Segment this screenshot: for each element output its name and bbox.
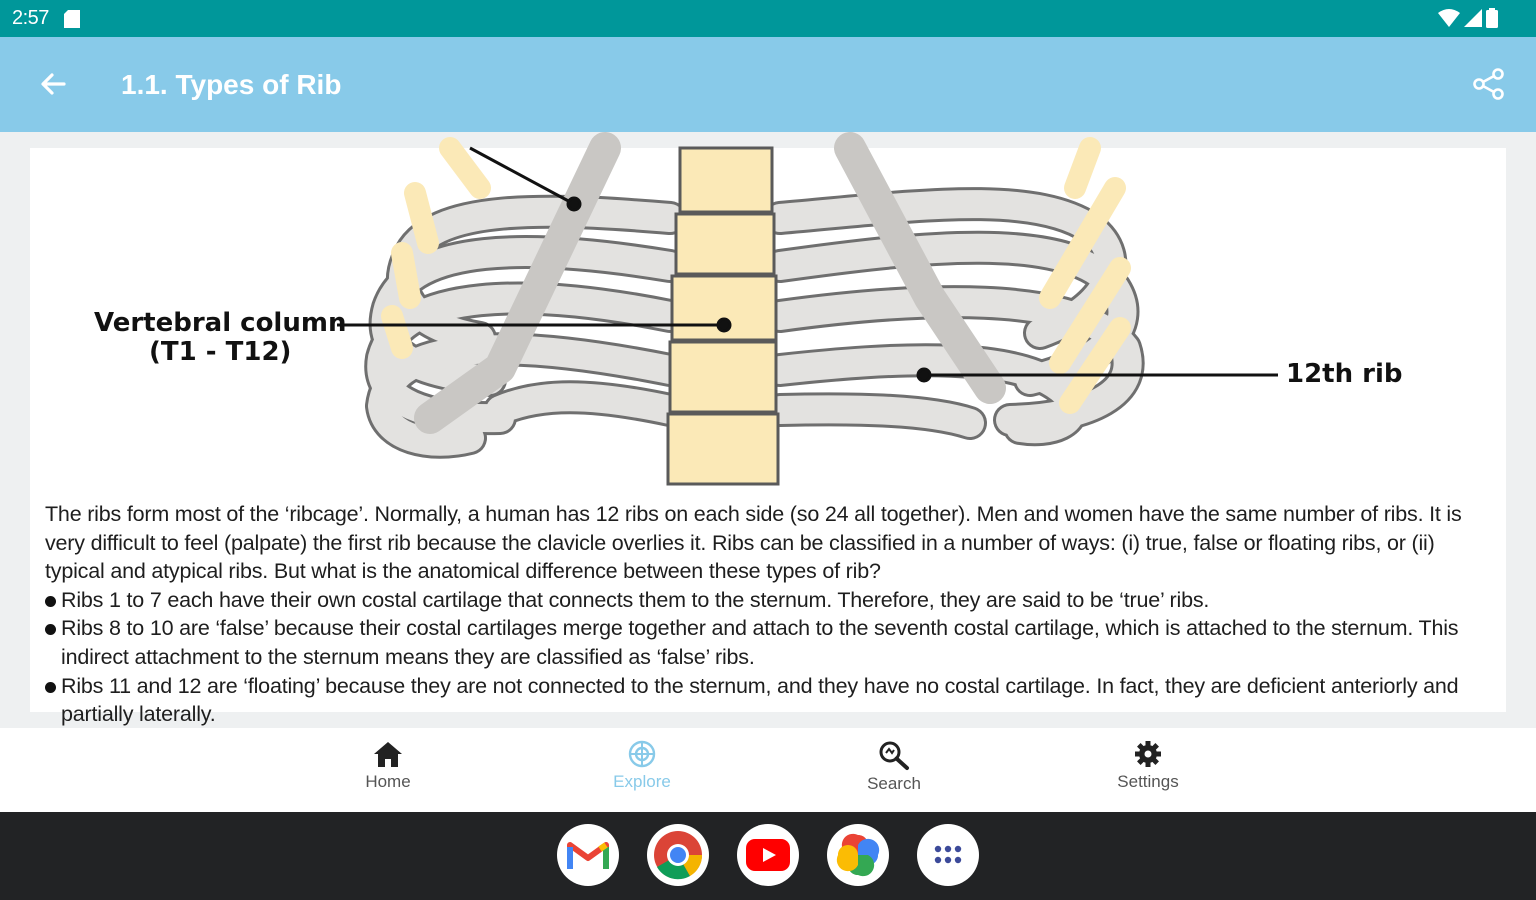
bottom-navigation [0, 728, 1536, 812]
nav-settings[interactable] [1088, 740, 1208, 792]
page-title: 1.1. Types of Rib [121, 69, 342, 100]
twelfth-rib-label: 12th rib [1286, 359, 1403, 389]
launcher-dock [0, 812, 1536, 900]
status-icons [1438, 8, 1498, 28]
bullet-floating-ribs: Ribs 11 and 12 are ‘floating’ because they are not connected to the sternum, and they have no costal cartilage. In fact, they are deficient anteriorly and partially laterally. [45, 672, 1495, 729]
vertebral-column-label-line2: (T1 - T12) [149, 337, 292, 367]
home-icon [373, 740, 403, 768]
chrome-icon [653, 830, 703, 880]
gmail-icon [568, 839, 608, 871]
sd-card-icon [64, 10, 80, 28]
wifi-icon [1438, 9, 1460, 27]
search-icon [878, 740, 910, 770]
article-intro: The ribs form most of the ‘ribcage’. Normally, a human has 12 ribs on each side (so 24 all together). Men and women have the same number of ribs. It is very difficult to feel (palpate) the first rib because the clavicle overlies it. Ribs can be classified in a number of ways: (i) true, false or floating ribs, or (ii) typical and atypical ribs. But what is the anatomical difference between these types of rib? [45, 502, 1462, 584]
vertebral-column-label-line1: Vertebral column [94, 308, 347, 338]
vertebral-column [668, 148, 778, 484]
explore-icon [628, 740, 656, 768]
nav-explore[interactable] [582, 740, 702, 792]
nav-explore-label: Explore [613, 772, 671, 791]
photos-app[interactable] [827, 824, 889, 886]
status-time: 2:57 [12, 7, 49, 29]
bullet-false-ribs: Ribs 8 to 10 are ‘false’ because their costal cartilages merge together and attach to the seventh costal cartilage, which is attached to the sternum. This indirect attachment to the sternum means they are classified as ‘false’ ribs. [45, 614, 1495, 671]
youtube-app[interactable] [737, 824, 799, 886]
back-arrow-icon[interactable] [38, 69, 68, 99]
gear-icon [1134, 740, 1162, 768]
content-area[interactable] [0, 132, 1536, 728]
app-drawer[interactable] [917, 824, 979, 886]
battery-icon [1486, 8, 1498, 28]
bullet-true-ribs: Ribs 1 to 7 each have their own costal cartilage that connects them to the sternum. Therefore, they are said to be ‘true’ ribs. [45, 586, 1495, 615]
chrome-app[interactable] [647, 824, 709, 886]
article-text [45, 500, 1495, 729]
nav-search[interactable] [834, 740, 954, 794]
nav-home[interactable] [328, 740, 448, 792]
vertebral-column-label [94, 309, 346, 367]
photos-icon [836, 833, 880, 877]
gmail-app[interactable] [557, 824, 619, 886]
nav-search-label: Search [867, 774, 921, 793]
signal-icon [1464, 9, 1482, 27]
share-icon[interactable] [1472, 67, 1506, 101]
status-bar [0, 0, 1536, 37]
app-drawer-icon [933, 844, 963, 866]
nav-home-label: Home [365, 772, 411, 791]
app-bar [0, 37, 1536, 132]
nav-settings-label: Settings [1117, 772, 1179, 791]
youtube-icon [746, 839, 790, 871]
article-card [30, 148, 1506, 727]
ribcage-figure [30, 148, 1506, 478]
